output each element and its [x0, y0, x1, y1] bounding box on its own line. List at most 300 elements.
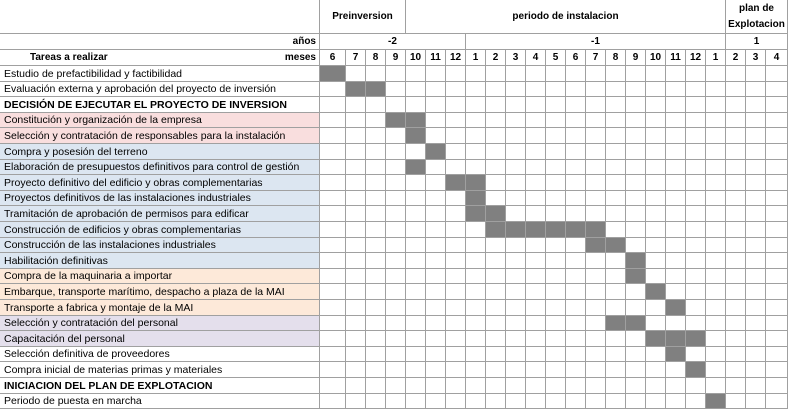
gantt-bar[interactable] — [466, 175, 486, 191]
gantt-cell[interactable] — [320, 331, 346, 347]
gantt-cell[interactable] — [566, 347, 586, 362]
gantt-cell[interactable] — [646, 300, 666, 316]
gantt-cell[interactable] — [486, 97, 506, 113]
gantt-cell[interactable] — [486, 238, 506, 253]
gantt-bar[interactable] — [626, 269, 646, 284]
gantt-cell[interactable] — [346, 206, 366, 222]
gantt-cell[interactable] — [426, 331, 446, 347]
gantt-cell[interactable] — [546, 269, 566, 284]
gantt-cell[interactable] — [726, 222, 746, 238]
gantt-cell[interactable] — [726, 378, 746, 394]
gantt-cell[interactable] — [506, 284, 526, 300]
gantt-cell[interactable] — [466, 128, 486, 144]
gantt-cell[interactable] — [486, 253, 506, 269]
task-label[interactable]: Periodo de puesta en marcha — [0, 394, 320, 409]
gantt-cell[interactable] — [506, 82, 526, 97]
gantt-cell[interactable] — [686, 222, 706, 238]
gantt-cell[interactable] — [320, 191, 346, 206]
gantt-bar[interactable] — [686, 362, 706, 378]
gantt-cell[interactable] — [666, 191, 686, 206]
gantt-cell[interactable] — [386, 160, 406, 175]
gantt-cell[interactable] — [546, 191, 566, 206]
gantt-cell[interactable] — [746, 175, 766, 191]
gantt-cell[interactable] — [366, 160, 386, 175]
gantt-cell[interactable] — [386, 97, 406, 113]
gantt-cell[interactable] — [486, 144, 506, 160]
gantt-cell[interactable] — [726, 206, 746, 222]
gantt-cell[interactable] — [726, 113, 746, 128]
gantt-cell[interactable] — [466, 97, 486, 113]
gantt-cell[interactable] — [626, 238, 646, 253]
month-header[interactable]: 10 — [646, 50, 666, 66]
gantt-cell[interactable] — [706, 300, 726, 316]
gantt-cell[interactable] — [566, 66, 586, 82]
gantt-cell[interactable] — [706, 82, 726, 97]
gantt-cell[interactable] — [546, 362, 566, 378]
gantt-cell[interactable] — [766, 206, 788, 222]
gantt-cell[interactable] — [606, 82, 626, 97]
gantt-bar[interactable] — [466, 191, 486, 206]
gantt-cell[interactable] — [606, 331, 626, 347]
gantt-cell[interactable] — [706, 362, 726, 378]
gantt-cell[interactable] — [426, 347, 446, 362]
gantt-cell[interactable] — [646, 378, 666, 394]
gantt-cell[interactable] — [446, 347, 466, 362]
gantt-cell[interactable] — [566, 253, 586, 269]
gantt-cell[interactable] — [666, 144, 686, 160]
gantt-cell[interactable] — [466, 316, 486, 331]
gantt-cell[interactable] — [486, 175, 506, 191]
header-blank[interactable] — [0, 0, 320, 34]
gantt-cell[interactable] — [686, 66, 706, 82]
gantt-cell[interactable] — [546, 238, 566, 253]
gantt-cell[interactable] — [666, 113, 686, 128]
gantt-cell[interactable] — [386, 331, 406, 347]
gantt-bar[interactable] — [626, 316, 646, 331]
gantt-cell[interactable] — [506, 331, 526, 347]
gantt-cell[interactable] — [646, 66, 666, 82]
gantt-cell[interactable] — [466, 222, 486, 238]
gantt-cell[interactable] — [320, 175, 346, 191]
gantt-cell[interactable] — [346, 66, 366, 82]
gantt-cell[interactable] — [526, 316, 546, 331]
gantt-cell[interactable] — [566, 300, 586, 316]
gantt-cell[interactable] — [346, 269, 366, 284]
gantt-cell[interactable] — [606, 394, 626, 409]
gantt-cell[interactable] — [506, 113, 526, 128]
months-label[interactable]: meses — [260, 50, 320, 66]
gantt-cell[interactable] — [606, 253, 626, 269]
gantt-cell[interactable] — [346, 191, 366, 206]
gantt-cell[interactable] — [426, 66, 446, 82]
gantt-cell[interactable] — [706, 191, 726, 206]
task-label[interactable]: Capacitación del personal — [0, 331, 320, 347]
gantt-cell[interactable] — [586, 160, 606, 175]
gantt-cell[interactable] — [726, 160, 746, 175]
gantt-cell[interactable] — [706, 206, 726, 222]
gantt-cell[interactable] — [726, 66, 746, 82]
task-label[interactable]: Compra inicial de materias primas y materiales — [0, 362, 320, 378]
gantt-cell[interactable] — [446, 97, 466, 113]
gantt-cell[interactable] — [546, 82, 566, 97]
gantt-cell[interactable] — [526, 206, 546, 222]
gantt-cell[interactable] — [526, 394, 546, 409]
gantt-cell[interactable] — [466, 378, 486, 394]
gantt-cell[interactable] — [606, 362, 626, 378]
gantt-cell[interactable] — [566, 175, 586, 191]
gantt-cell[interactable] — [486, 128, 506, 144]
gantt-cell[interactable] — [606, 222, 626, 238]
gantt-cell[interactable] — [386, 175, 406, 191]
gantt-cell[interactable] — [366, 128, 386, 144]
month-header[interactable]: 3 — [506, 50, 526, 66]
gantt-cell[interactable] — [320, 206, 346, 222]
gantt-cell[interactable] — [646, 97, 666, 113]
gantt-cell[interactable] — [586, 269, 606, 284]
gantt-cell[interactable] — [506, 253, 526, 269]
month-header[interactable]: 3 — [746, 50, 766, 66]
gantt-cell[interactable] — [426, 362, 446, 378]
gantt-cell[interactable] — [746, 238, 766, 253]
gantt-bar[interactable] — [406, 160, 426, 175]
gantt-cell[interactable] — [706, 238, 726, 253]
gantt-bar[interactable] — [426, 144, 446, 160]
gantt-cell[interactable] — [626, 362, 646, 378]
gantt-cell[interactable] — [766, 300, 788, 316]
gantt-cell[interactable] — [426, 378, 446, 394]
gantt-cell[interactable] — [466, 160, 486, 175]
gantt-cell[interactable] — [666, 238, 686, 253]
gantt-cell[interactable] — [406, 222, 426, 238]
gantt-cell[interactable] — [646, 191, 666, 206]
gantt-bar[interactable] — [646, 284, 666, 300]
gantt-cell[interactable] — [646, 362, 666, 378]
task-label[interactable]: Elaboración de presupuestos definitivos para control de gestión — [0, 160, 320, 175]
gantt-cell[interactable] — [626, 300, 646, 316]
gantt-cell[interactable] — [346, 144, 366, 160]
gantt-cell[interactable] — [506, 300, 526, 316]
gantt-cell[interactable] — [726, 253, 746, 269]
gantt-cell[interactable] — [366, 394, 386, 409]
gantt-cell[interactable] — [320, 238, 346, 253]
gantt-cell[interactable] — [446, 222, 466, 238]
gantt-cell[interactable] — [766, 362, 788, 378]
gantt-cell[interactable] — [606, 191, 626, 206]
gantt-cell[interactable] — [320, 284, 346, 300]
gantt-cell[interactable] — [526, 362, 546, 378]
month-header[interactable]: 8 — [366, 50, 386, 66]
gantt-cell[interactable] — [586, 347, 606, 362]
gantt-cell[interactable] — [686, 238, 706, 253]
gantt-cell[interactable] — [586, 331, 606, 347]
gantt-cell[interactable] — [526, 378, 546, 394]
gantt-cell[interactable] — [766, 378, 788, 394]
task-label[interactable]: Tramitación de aprobación de permisos para edificar — [0, 206, 320, 222]
gantt-cell[interactable] — [506, 362, 526, 378]
gantt-cell[interactable] — [666, 82, 686, 97]
gantt-cell[interactable] — [346, 331, 366, 347]
gantt-cell[interactable] — [646, 269, 666, 284]
gantt-cell[interactable] — [406, 66, 426, 82]
gantt-cell[interactable] — [466, 362, 486, 378]
gantt-cell[interactable] — [626, 394, 646, 409]
month-header[interactable]: 12 — [686, 50, 706, 66]
gantt-cell[interactable] — [726, 331, 746, 347]
gantt-cell[interactable] — [506, 97, 526, 113]
gantt-bar[interactable] — [466, 206, 486, 222]
gantt-cell[interactable] — [746, 206, 766, 222]
gantt-cell[interactable] — [446, 206, 466, 222]
month-header[interactable]: 11 — [666, 50, 686, 66]
gantt-cell[interactable] — [426, 238, 446, 253]
gantt-cell[interactable] — [446, 269, 466, 284]
gantt-cell[interactable] — [726, 316, 746, 331]
gantt-cell[interactable] — [766, 238, 788, 253]
gantt-cell[interactable] — [486, 316, 506, 331]
gantt-cell[interactable] — [726, 394, 746, 409]
gantt-cell[interactable] — [386, 206, 406, 222]
month-header[interactable]: 7 — [586, 50, 606, 66]
gantt-cell[interactable] — [566, 113, 586, 128]
gantt-cell[interactable] — [486, 362, 506, 378]
gantt-cell[interactable] — [320, 97, 346, 113]
gantt-cell[interactable] — [506, 160, 526, 175]
gantt-cell[interactable] — [346, 316, 366, 331]
gantt-cell[interactable] — [366, 300, 386, 316]
gantt-cell[interactable] — [406, 269, 426, 284]
gantt-bar[interactable] — [486, 222, 506, 238]
gantt-cell[interactable] — [566, 269, 586, 284]
task-label[interactable]: Transporte a fabrica y montaje de la MAI — [0, 300, 320, 316]
gantt-cell[interactable] — [546, 316, 566, 331]
gantt-cell[interactable] — [320, 160, 346, 175]
gantt-cell[interactable] — [666, 394, 686, 409]
gantt-cell[interactable] — [646, 82, 666, 97]
gantt-cell[interactable] — [766, 269, 788, 284]
gantt-cell[interactable] — [526, 347, 546, 362]
gantt-cell[interactable] — [766, 66, 788, 82]
gantt-cell[interactable] — [526, 300, 546, 316]
gantt-bar[interactable] — [706, 394, 726, 409]
gantt-cell[interactable] — [706, 128, 726, 144]
gantt-cell[interactable] — [506, 238, 526, 253]
gantt-cell[interactable] — [706, 144, 726, 160]
gantt-cell[interactable] — [586, 144, 606, 160]
gantt-cell[interactable] — [666, 316, 686, 331]
gantt-cell[interactable] — [566, 82, 586, 97]
gantt-cell[interactable] — [506, 269, 526, 284]
gantt-cell[interactable] — [506, 175, 526, 191]
gantt-cell[interactable] — [486, 160, 506, 175]
gantt-cell[interactable] — [566, 378, 586, 394]
gantt-cell[interactable] — [486, 331, 506, 347]
gantt-cell[interactable] — [546, 331, 566, 347]
gantt-cell[interactable] — [366, 284, 386, 300]
task-label[interactable]: Constitución y organización de la empresa — [0, 113, 320, 128]
gantt-cell[interactable] — [726, 362, 746, 378]
gantt-cell[interactable] — [686, 394, 706, 409]
gantt-cell[interactable] — [646, 316, 666, 331]
gantt-cell[interactable] — [346, 394, 366, 409]
gantt-cell[interactable] — [646, 160, 666, 175]
gantt-cell[interactable] — [486, 191, 506, 206]
task-label[interactable]: DECISIÓN DE EJECUTAR EL PROYECTO DE INVERSION — [0, 97, 320, 113]
gantt-cell[interactable] — [526, 160, 546, 175]
gantt-cell[interactable] — [366, 253, 386, 269]
gantt-cell[interactable] — [606, 128, 626, 144]
gantt-cell[interactable] — [626, 222, 646, 238]
gantt-bar[interactable] — [606, 238, 626, 253]
gantt-cell[interactable] — [320, 82, 346, 97]
gantt-cell[interactable] — [406, 206, 426, 222]
gantt-cell[interactable] — [606, 269, 626, 284]
gantt-cell[interactable] — [426, 284, 446, 300]
gantt-cell[interactable] — [320, 394, 346, 409]
gantt-cell[interactable] — [746, 144, 766, 160]
gantt-cell[interactable] — [320, 144, 346, 160]
gantt-cell[interactable] — [426, 113, 446, 128]
gantt-cell[interactable] — [526, 128, 546, 144]
gantt-cell[interactable] — [406, 144, 426, 160]
month-header[interactable]: 5 — [546, 50, 566, 66]
gantt-cell[interactable] — [626, 113, 646, 128]
gantt-cell[interactable] — [646, 222, 666, 238]
gantt-cell[interactable] — [566, 97, 586, 113]
gantt-cell[interactable] — [446, 82, 466, 97]
gantt-cell[interactable] — [406, 97, 426, 113]
gantt-cell[interactable] — [346, 253, 366, 269]
gantt-cell[interactable] — [486, 300, 506, 316]
month-header[interactable]: 11 — [426, 50, 446, 66]
gantt-cell[interactable] — [546, 175, 566, 191]
month-header[interactable]: 10 — [406, 50, 426, 66]
gantt-cell[interactable] — [446, 66, 466, 82]
gantt-bar[interactable] — [586, 222, 606, 238]
gantt-cell[interactable] — [446, 238, 466, 253]
gantt-cell[interactable] — [686, 160, 706, 175]
gantt-cell[interactable] — [686, 269, 706, 284]
gantt-cell[interactable] — [346, 378, 366, 394]
year-header[interactable]: -2 — [320, 34, 466, 50]
gantt-cell[interactable] — [766, 316, 788, 331]
gantt-cell[interactable] — [320, 269, 346, 284]
gantt-cell[interactable] — [406, 378, 426, 394]
gantt-cell[interactable] — [566, 128, 586, 144]
gantt-cell[interactable] — [346, 222, 366, 238]
gantt-cell[interactable] — [406, 347, 426, 362]
gantt-cell[interactable] — [706, 253, 726, 269]
gantt-cell[interactable] — [626, 347, 646, 362]
gantt-cell[interactable] — [466, 300, 486, 316]
task-label[interactable]: Compra de la maquinaria a importar — [0, 269, 320, 284]
gantt-cell[interactable] — [666, 128, 686, 144]
gantt-bar[interactable] — [406, 113, 426, 128]
gantt-cell[interactable] — [586, 253, 606, 269]
gantt-cell[interactable] — [766, 394, 788, 409]
gantt-cell[interactable] — [666, 378, 686, 394]
gantt-cell[interactable] — [406, 394, 426, 409]
gantt-cell[interactable] — [746, 160, 766, 175]
gantt-cell[interactable] — [426, 316, 446, 331]
gantt-cell[interactable] — [426, 160, 446, 175]
gantt-cell[interactable] — [446, 253, 466, 269]
gantt-cell[interactable] — [386, 128, 406, 144]
gantt-cell[interactable] — [626, 284, 646, 300]
gantt-cell[interactable] — [526, 97, 546, 113]
gantt-cell[interactable] — [446, 316, 466, 331]
gantt-bar[interactable] — [546, 222, 566, 238]
gantt-cell[interactable] — [666, 253, 686, 269]
gantt-cell[interactable] — [586, 362, 606, 378]
gantt-cell[interactable] — [406, 191, 426, 206]
gantt-cell[interactable] — [686, 300, 706, 316]
gantt-cell[interactable] — [586, 191, 606, 206]
month-header[interactable]: 9 — [626, 50, 646, 66]
month-header[interactable]: 9 — [386, 50, 406, 66]
gantt-cell[interactable] — [666, 160, 686, 175]
gantt-cell[interactable] — [666, 284, 686, 300]
gantt-cell[interactable] — [386, 253, 406, 269]
gantt-cell[interactable] — [566, 160, 586, 175]
gantt-bar[interactable] — [486, 206, 506, 222]
gantt-cell[interactable] — [726, 284, 746, 300]
gantt-cell[interactable] — [586, 175, 606, 191]
gantt-cell[interactable] — [626, 331, 646, 347]
gantt-cell[interactable] — [746, 394, 766, 409]
gantt-cell[interactable] — [320, 347, 346, 362]
gantt-bar[interactable] — [666, 331, 686, 347]
gantt-cell[interactable] — [666, 206, 686, 222]
gantt-cell[interactable] — [626, 206, 646, 222]
month-header[interactable]: 2 — [726, 50, 746, 66]
gantt-cell[interactable] — [426, 128, 446, 144]
gantt-bar[interactable] — [386, 113, 406, 128]
gantt-cell[interactable] — [706, 175, 726, 191]
gantt-cell[interactable] — [746, 269, 766, 284]
gantt-cell[interactable] — [346, 362, 366, 378]
gantt-cell[interactable] — [366, 206, 386, 222]
gantt-cell[interactable] — [506, 378, 526, 394]
gantt-cell[interactable] — [586, 128, 606, 144]
gantt-cell[interactable] — [320, 222, 346, 238]
gantt-cell[interactable] — [746, 316, 766, 331]
gantt-cell[interactable] — [706, 222, 726, 238]
gantt-cell[interactable] — [426, 82, 446, 97]
month-header[interactable]: 4 — [766, 50, 788, 66]
gantt-bar[interactable] — [446, 175, 466, 191]
gantt-cell[interactable] — [646, 347, 666, 362]
gantt-cell[interactable] — [766, 144, 788, 160]
gantt-cell[interactable] — [346, 284, 366, 300]
gantt-cell[interactable] — [646, 238, 666, 253]
gantt-cell[interactable] — [546, 394, 566, 409]
gantt-cell[interactable] — [486, 378, 506, 394]
gantt-cell[interactable] — [366, 191, 386, 206]
gantt-cell[interactable] — [506, 206, 526, 222]
gantt-cell[interactable] — [526, 82, 546, 97]
gantt-cell[interactable] — [706, 284, 726, 300]
gantt-cell[interactable] — [446, 378, 466, 394]
gantt-cell[interactable] — [506, 144, 526, 160]
gantt-cell[interactable] — [566, 191, 586, 206]
gantt-cell[interactable] — [666, 362, 686, 378]
gantt-cell[interactable] — [446, 113, 466, 128]
task-label[interactable]: Selección y contratación de responsables para la instalación — [0, 128, 320, 144]
tasks-label[interactable]: Tareas a realizar — [0, 50, 260, 66]
task-label[interactable]: Construcción de edificios y obras complementarias — [0, 222, 320, 238]
gantt-cell[interactable] — [746, 113, 766, 128]
gantt-cell[interactable] — [386, 316, 406, 331]
